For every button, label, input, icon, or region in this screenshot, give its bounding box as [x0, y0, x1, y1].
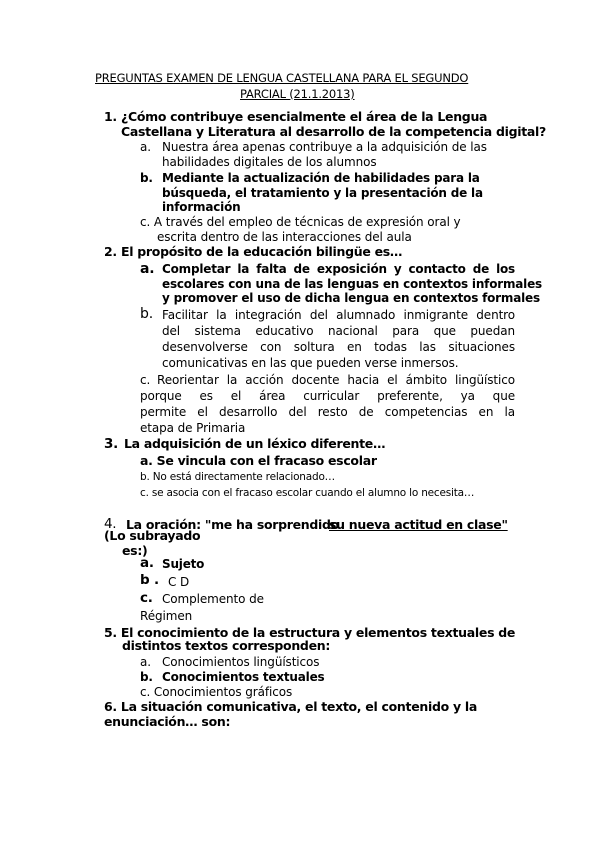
q6-text-line-1: 6. La situación comunicativa, el texto, el contenido y la [104, 699, 477, 714]
q5-option-a: Conocimientos lingüísticos [162, 655, 320, 669]
q4-option-c-line-1: Complemento de [162, 592, 264, 606]
q5-option-c: c. Conocimientos gráficos [140, 685, 293, 699]
q2-option-b-line-3: desenvolverse con soltura en todas las situaciones [162, 340, 515, 354]
q2-option-a-line-3: y promover el uso de dicha lengua en contextos formales [162, 291, 540, 305]
q3-number: 3. [104, 436, 118, 452]
q4-option-c-line-2: Régimen [140, 609, 193, 623]
q2-option-c-line-3: permite el desarrollo del resto de competencias en la [140, 405, 515, 419]
q5-text-line-2: distintos textos corresponden: [122, 638, 331, 653]
q2-option-b-line-1: Facilitar la integración del alumnado inmigrante dentro [162, 308, 515, 322]
q3-text: La adquisición de un léxico diferente… [124, 436, 386, 451]
q1-text-line-1: ¿Cómo contribuye esencialmente el área de la Lengua [121, 109, 488, 124]
q1-option-a-letter: a. [140, 140, 151, 154]
q2-text: El propósito de la educación bilingüe es… [121, 244, 403, 259]
q5-text-line-1: 5. El conocimiento de la estructura y elementos textuales de [104, 625, 516, 640]
q2-option-a-line-2: escolares con una de las lenguas en contextos informales [162, 277, 542, 291]
q4-option-a: Sujeto [162, 557, 205, 571]
q1-option-c-line-1: c. A través del empleo de técnicas de expresión oral y [140, 215, 461, 229]
q1-number: 1. [104, 109, 117, 124]
q1-option-a-line-1: Nuestra área apenas contribuye a la adquisición de las [162, 140, 487, 154]
q2-option-a-line-1: Completar la falta de exposición y contacto de los [162, 262, 515, 276]
q5-option-a-letter: a. [140, 655, 151, 669]
q2-option-c-line-4: etapa de Primaria [140, 421, 246, 435]
q1-option-c-line-2: escrita dentro de las interacciones del aula [157, 230, 412, 244]
q4-text-line-2: (Lo subrayado [104, 528, 201, 543]
q2-option-c-letter: c. [140, 373, 151, 387]
q2-number: 2. [104, 244, 117, 259]
q2-option-b-letter: b. [140, 306, 154, 322]
q4-text-underlined: su nueva actitud en clase" [329, 517, 508, 532]
q1-text-line-2: Castellana y Literatura al desarrollo de la competencia digital? [121, 124, 546, 139]
q6-text-line-2: enunciación… son: [104, 714, 231, 729]
q4-option-b: C D [168, 575, 190, 589]
title-line-2: PARCIAL (21.1.2013) [240, 87, 355, 101]
q1-option-a-line-2: habilidades digitales de los alumnos [162, 155, 377, 169]
q4-text-prefix: La oración: "me ha sorprendido [126, 517, 339, 532]
q3-option-b: b. No está directamente relacionado… [140, 471, 335, 483]
title-line-1: PREGUNTAS EXAMEN DE LENGUA CASTELLANA PARA EL SEGUNDO [95, 71, 469, 85]
q4-option-a-letter: a. [140, 555, 154, 571]
q2-option-a-letter: a. [140, 261, 155, 277]
q4-number: 4. [104, 516, 117, 532]
q1-option-b-letter: b. [140, 171, 153, 185]
q1-option-b-line-1: Mediante la actualización de habilidades para la [162, 171, 480, 185]
q3-option-c: c. se asocia con el fracaso escolar cuando el alumno lo necesita… [140, 487, 475, 499]
q3-option-a: a. Se vincula con el fracaso escolar [140, 453, 377, 468]
q2-option-b-line-4: comunicativas en las que pueden verse inmersos. [162, 356, 459, 370]
q2-option-c-line-1: Reorientar la acción docente hacia el ámbito lingüístico [157, 373, 515, 387]
q4-option-c-letter: c. [140, 590, 153, 606]
q1-option-b-line-2: búsqueda, el tratamiento y la presentación de la [162, 186, 483, 200]
q2-option-c-line-2: porque es el área curricular preferente, ya que [140, 389, 515, 403]
q1-option-b-line-3: información [162, 200, 241, 214]
q4-option-b-letter: b . [140, 572, 159, 588]
q4-text-line-3: es:) [122, 543, 148, 558]
q5-option-b-letter: b. [140, 670, 153, 684]
q5-option-b: Conocimientos textuales [162, 670, 325, 684]
q2-option-b-line-2: del sistema educativo nacional para que puedan [162, 324, 515, 338]
